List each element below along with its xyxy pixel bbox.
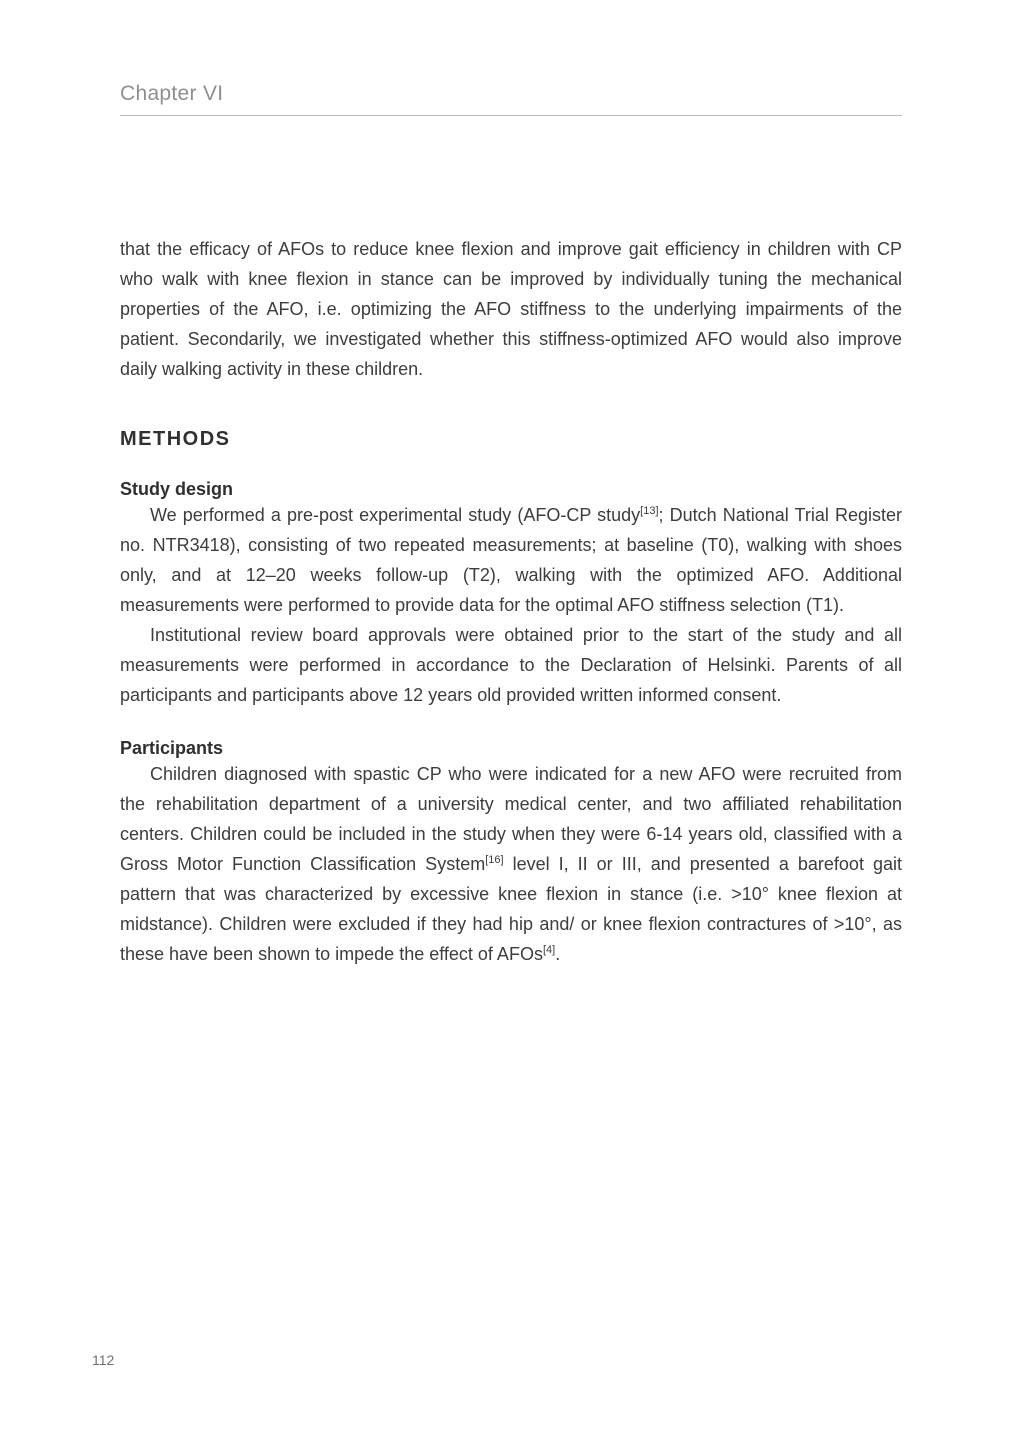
paragraph-text: . [555,944,561,964]
citation-superscript: [4] [542,944,556,956]
header-rule [120,115,902,116]
citation-superscript: [16] [485,854,504,866]
paragraph-text: ; Dutch National Trial Register no. NTR3418), consisting of two repeated measurements; at baseline (T0), walking with shoes only, and at 12–20 weeks follow-up (T2), walking with the optimized AFO. Additional measurements were performed to provide data for the optimal AFO stiffness selection (T1). [120,505,902,615]
methods-heading: METHODS [120,428,231,450]
paragraph-text: We performed a pre-post experimental study (AFO-CP study [150,505,641,525]
citation-superscript: [13] [640,505,659,517]
participants-heading: Participants [120,738,224,758]
study-design-paragraph-2: Institutional review board approvals were obtained prior to the start of the study and all measurements were performed in accordance to the Declaration of Helsinki. Parents of all participants and participants above 12 years old provided written informed consent. [120,625,902,705]
intro-paragraph: that the efficacy of AFOs to reduce knee flexion and improve gait efficiency in children with CP who walk with knee flexion in stance can be improved by individually tuning the mechanical properties of the AFO, i.e. optimizing the AFO stiffness to the underlying impairments of the patient. Secondarily, we investigated whether this stiffness-optimized AFO would also improve daily walking activity in these children. [120,239,902,379]
paragraph-text: Children diagnosed with spastic CP who were indicated for a new AFO were recruited from the rehabilitation department of a university medical center, and two affiliated rehabilitation centers. Children could be included in the study when they were 6-14 years old, classified with a Gross Motor Function Classification System [120,764,902,874]
participants-paragraph-1 [120,759,902,969]
chapter-title: Chapter VI [120,82,224,105]
study-design-heading: Study design [120,479,234,499]
page-number: 112 [92,1352,115,1368]
paragraph-text: level I, II or III, and presented a barefoot gait pattern that was characterized by excessive knee flexion in stance (i.e. >10° knee flexion at midstance). Children were excluded if they had hip and/ or knee flexion contractures of >10°, as these have been shown to impede the effect of AFOs [120,854,902,964]
chapter-header [120,82,902,116]
body-content [120,234,902,969]
study-design-paragraph-1 [120,500,902,620]
